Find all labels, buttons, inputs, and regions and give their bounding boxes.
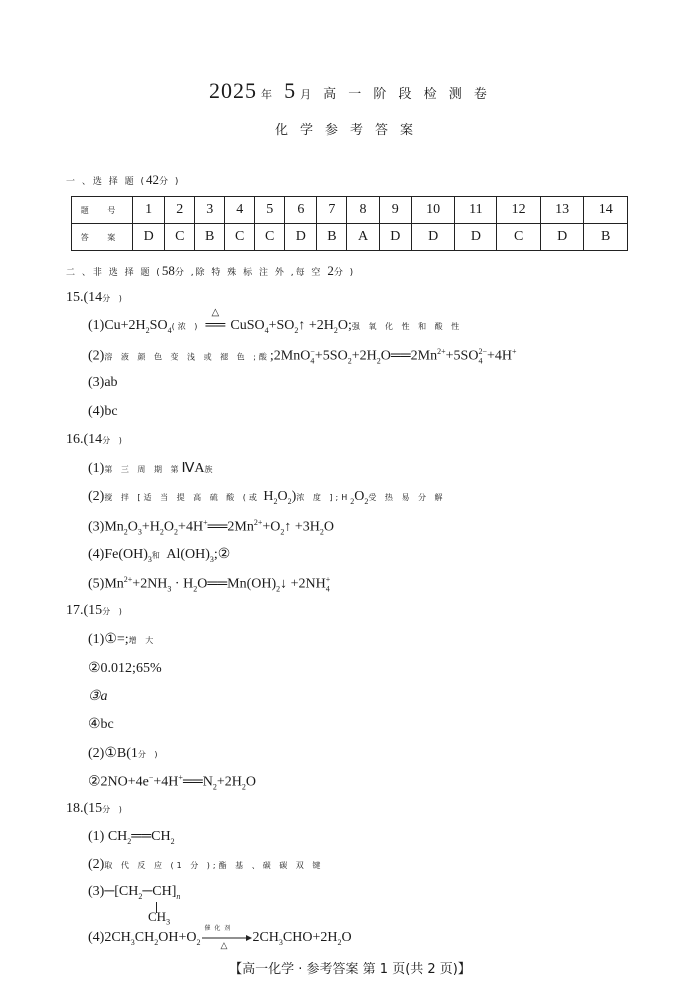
q16-a2-note-3: 受 热 易 分 解 — [368, 493, 446, 502]
delta-icon: △ — [220, 939, 228, 950]
q15-a2-eq-2: +5SO — [314, 348, 348, 364]
q16-a2-h2o2: H — [263, 489, 274, 504]
section-1-suffix: 分 ) — [158, 177, 181, 187]
q18-answer-1: (1) $CH_2══CH_2$ — [88, 829, 175, 846]
q17-answer-6: $②2NO+4e^-+4H^+══N_2+2H_2O$ — [88, 773, 257, 792]
page-subtitle: 化学参考答案 — [274, 123, 425, 138]
q17-b2-prefix: ②2NO+4e — [88, 774, 149, 790]
table-cell: B — [584, 224, 628, 251]
q18-answer-3 — [88, 884, 180, 901]
delta-icon: △ — [211, 307, 220, 318]
q15-answer-4: (4)bc — [88, 404, 118, 419]
table-cell: 4 — [225, 197, 255, 224]
q18-heading — [66, 801, 125, 817]
table-cell: A — [347, 224, 379, 251]
q16-number: 16.(14 — [66, 432, 103, 447]
q15-answer-1: $(1)Cu+2H_2SO_4$(浓 ) △ ══ $CuSO_4+SO_2↑ +2H_2O$;强 氧 化 性 和 酸 性 — [88, 307, 463, 335]
page-footer: 【高一化学 · 参考答案 第 1 页(共 2 页)】 — [229, 962, 471, 977]
q15-a2-eq-3: +2H — [351, 348, 377, 364]
q15-a2-eq-5: 2Mn — [410, 348, 438, 364]
multiple-choice-table — [71, 196, 628, 251]
q18-a2-note: 取 代 反 应 (1 分 );酯 基 、碳 碳 双 键 — [104, 861, 324, 870]
q15-points-unit: 分 ) — [102, 294, 125, 303]
q15-a2-eq-4: O — [380, 348, 391, 364]
q16-a4-tail: ;② — [213, 547, 231, 562]
q15-a1-water: O; — [337, 318, 352, 333]
q17-a1-note: 增 大 — [128, 636, 157, 645]
q16-heading — [66, 432, 125, 448]
q15-a1-concentrated: (浓 ) — [171, 322, 201, 331]
q15-number: 15.(14 — [66, 290, 103, 305]
q16-a2-note-2: 浓 度 ];H — [296, 493, 351, 502]
q18-a2-prefix: (2) — [88, 857, 105, 872]
table-cell: 13 — [540, 197, 583, 224]
section-1-points: 42 — [145, 172, 159, 187]
section-2-points: 58 — [161, 263, 175, 278]
q15-a2-eq-7: +4H — [486, 348, 512, 364]
table-cell: D — [411, 224, 454, 251]
q17-answer-2: ②0.012;65% — [88, 661, 162, 676]
page-title — [0, 78, 700, 104]
title-exam-name: 高 一 阶 段 检 测 卷 — [323, 87, 491, 102]
table-cell: B — [317, 224, 347, 251]
table-cell: C — [497, 224, 540, 251]
title-year-suffix: 年 — [261, 88, 274, 101]
q16-a2-prefix: (2) — [88, 489, 105, 504]
q17-heading — [66, 603, 125, 619]
q15-a1-heating-equals: △ ══ — [200, 318, 230, 334]
q18-number: 18.(15 — [66, 801, 103, 816]
q15-a1-product: CuSO — [230, 318, 265, 333]
row-header-answer: 答 案 — [72, 224, 133, 251]
table-cell: C — [165, 224, 195, 251]
q18-a4-prefix: (4)2CH — [88, 930, 131, 945]
q15-a1-tail: ↑ +2H — [298, 318, 334, 333]
section-2-suffix: 分 ) — [333, 268, 356, 278]
table-cell: 9 — [379, 197, 411, 224]
table-cell: C — [225, 224, 255, 251]
q16-a4-prefix: (4)Fe(OH) — [88, 547, 148, 562]
section-1-label: 一 、选 择 题 ( — [66, 177, 146, 187]
table-cell: 7 — [317, 197, 347, 224]
table-cell: 12 — [497, 197, 540, 224]
title-month: 5 — [284, 78, 297, 103]
q17-b1-text: (2)①B(1 — [88, 746, 138, 761]
q16-a4-and: 和 — [151, 551, 163, 560]
catalyst-arrow-icon — [200, 924, 252, 950]
q15-answer-2: (2)溶 液 颜 色 变 浅 或 褪 色 ;酸$;2MnO_4^-+5SO_2+2H_2O══2Mn^{2+}+5SO_4^{2-}+4H^+$ — [88, 347, 517, 366]
table-cell: 3 — [195, 197, 225, 224]
q15-a1-so2: +SO — [268, 318, 295, 333]
q17-number: 17.(15 — [66, 603, 103, 618]
q17-answer-4: ④bc — [88, 717, 114, 732]
polymer-methyl: $CH_3$ — [148, 909, 171, 927]
table-cell: D — [455, 224, 497, 251]
table-cell: 11 — [455, 197, 497, 224]
section-2-each: 2 — [327, 263, 334, 278]
q17-answer-3: ③a — [88, 689, 108, 704]
table-cell: C — [255, 224, 285, 251]
row-header-number: 题 号 — [72, 197, 133, 224]
q16-a1-tail: 族 — [204, 465, 216, 474]
table-cell: B — [195, 224, 225, 251]
q16-answer-2: (2)搅 拌 [适 当 提 高 硫 酸 (或 $H_2O_2$)浓 度 ]$;H_2O_2$受 热 易 分 解 — [88, 489, 446, 506]
section-2-heading — [66, 263, 355, 279]
q16-answer-3: $(3)Mn_2O_3+H_2O_2+4H^+══2Mn^{2+}+O_2↑ +3H_2O$ — [88, 518, 335, 537]
q18-answer-2 — [88, 857, 323, 873]
q15-a1-so4: SO — [149, 318, 168, 333]
q16-a4-al: Al(OH) — [166, 547, 210, 562]
q16-a5-prefix: (5)Mn — [88, 576, 124, 592]
table-cell: 10 — [411, 197, 454, 224]
q17-points-unit: 分 ) — [102, 607, 125, 616]
q15-a2-prefix: (2) — [88, 348, 105, 364]
q18-a4-catalyst: 催 化 剂 — [204, 924, 232, 932]
q17-answer-5 — [88, 745, 161, 762]
q15-answer-3: (3)ab — [88, 375, 118, 390]
section-2-mid: 分 ,除 特 殊 标 注 外 ,每 空 — [174, 268, 323, 278]
q15-a2-eq-1: ;2MnO — [269, 348, 311, 364]
title-month-suffix: 月 — [300, 88, 313, 101]
q15-a2-note: 溶 液 颜 色 变 浅 或 褪 色 ;酸 — [104, 352, 270, 362]
title-year: 2025 — [209, 78, 258, 103]
table-row — [72, 224, 628, 251]
q16-answer-4: $(4)Fe(OH)_3$和 $Al(OH)_3;②$ — [88, 547, 231, 564]
q16-a1-group: ⅣA — [181, 461, 205, 476]
q18-a3-prefix: (3) — [88, 884, 105, 899]
q15-a1-text: (1)Cu+2H — [88, 318, 146, 333]
table-cell: 5 — [255, 197, 285, 224]
table-cell: 8 — [347, 197, 379, 224]
table-cell: 2 — [165, 197, 195, 224]
q17-b1-unit: 分 ) — [137, 750, 161, 759]
q16-points-unit: 分 ) — [102, 436, 125, 445]
q15-a2-eq-6: +5SO — [445, 348, 479, 364]
table-cell: 1 — [133, 197, 165, 224]
section-1-heading — [66, 172, 180, 188]
q16-a1-note: 第 三 周 期 第 — [104, 465, 182, 474]
q18-points-unit: 分 ) — [102, 805, 125, 814]
q18-a1-prefix: (1) CH — [88, 829, 128, 844]
q17-answer-1 — [88, 631, 156, 648]
q16-answer-5: $(5)Mn^{2+}+2NH_3$ · $H_2O══Mn(OH)_2↓ +2NH_4^+$ — [88, 575, 331, 594]
table-cell: D — [379, 224, 411, 251]
table-cell: D — [133, 224, 165, 251]
table-row — [72, 197, 628, 224]
q16-a1-prefix: (1) — [88, 461, 105, 476]
q17-a1-text: (1)①=; — [88, 632, 129, 647]
table-cell: D — [540, 224, 583, 251]
q15-heading — [66, 290, 125, 306]
table-cell: 14 — [584, 197, 628, 224]
q16-a3-prefix: (3)Mn — [88, 519, 124, 535]
q15-a1-note: 强 氧 化 性 和 酸 性 — [351, 322, 463, 331]
q18-answer-4: $(4)2CH_3CH_2OH+O_2$ 催 化 剂 △ $2CH_3CHO+2H_2O$ — [88, 924, 352, 950]
q16-answer-1 — [88, 460, 216, 477]
q16-a2-note: 搅 拌 [适 当 提 高 硫 酸 (或 — [104, 493, 260, 502]
section-2-label: 二 、非 选 择 题 ( — [66, 268, 162, 278]
table-cell: D — [285, 224, 317, 251]
polymer-structure: $─[CH_2─CH]_n$ — [104, 884, 181, 901]
table-cell: 6 — [285, 197, 317, 224]
